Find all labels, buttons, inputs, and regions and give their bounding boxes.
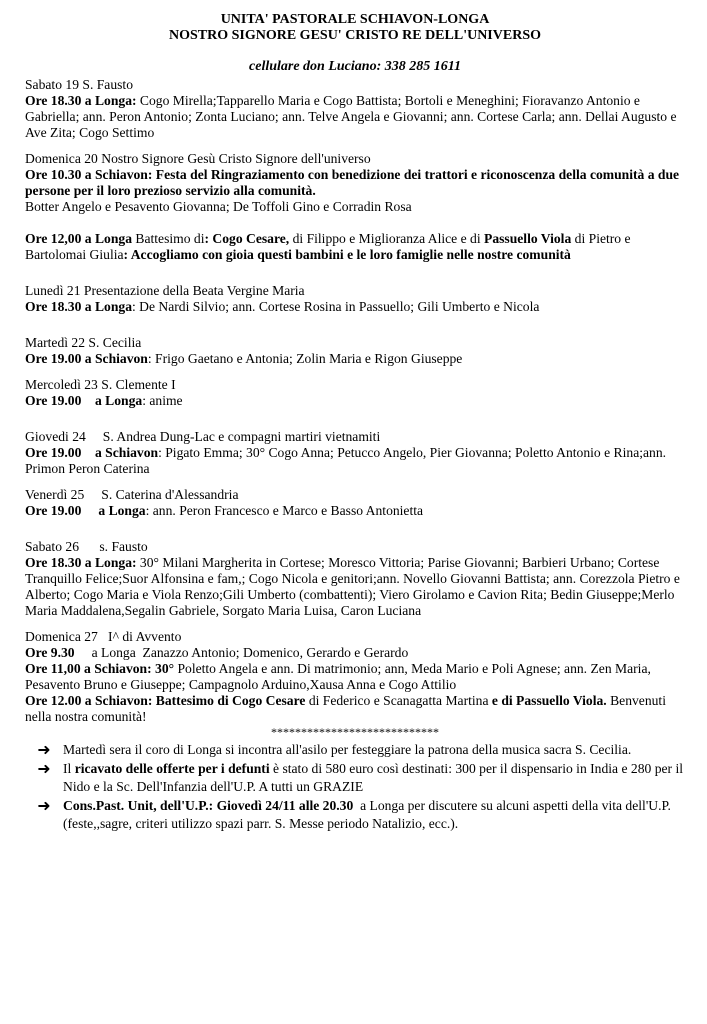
day-title: Martedì 22 S. Cecilia	[25, 335, 142, 350]
day-martedi-22	[25, 335, 685, 367]
mass-entry	[25, 693, 685, 725]
baptism-text	[25, 231, 685, 263]
day-mercoledi-23	[25, 377, 685, 409]
baptism-parents-1: di Filippo e Miglioranza Alice e di	[289, 231, 485, 246]
day-sabato-19	[25, 77, 685, 141]
mass-entry	[25, 167, 685, 199]
mass-time: Ore 11,00 a Schiavon: 30°	[25, 661, 175, 676]
mass-entry	[25, 93, 685, 141]
day-title: Domenica 20 Nostro Signore Gesù Cristo Signore dell'universo	[25, 151, 371, 166]
notes-list	[25, 741, 685, 833]
arrow-right-icon: ➜	[37, 740, 51, 759]
mass-intentions: Poletto Angela e ann. Di matrimonio; ann, Meda Mario e Poli Agnese; ann. Zen Maria, Pesavento Bruno e Giuseppe; Campagnolo Arduino,Xausa Anna e Cogo Attilio	[25, 661, 651, 692]
baptism-child-1: : Cogo Cesare,	[204, 231, 290, 246]
mass-time: Ore 18.30 a Longa	[25, 299, 132, 314]
welcome-text: Benvenuti nella nostra comunità!	[25, 693, 666, 724]
day-lunedi-21	[25, 283, 685, 315]
mass-intentions: : anime	[142, 393, 183, 408]
note-item	[25, 741, 685, 759]
mass-intentions: a Longa Zanazzo Antonio; Domenico, Gerardo e Gerardo	[74, 645, 409, 660]
mass-intentions: : ann. Peron Francesco e Marco e Basso Antonietta	[145, 503, 424, 518]
day-title: Venerdì 25 S. Caterina d'Alessandria	[25, 487, 239, 502]
mass-entry	[25, 393, 685, 409]
note-item	[25, 797, 685, 833]
day-domenica-20	[25, 151, 685, 215]
note-text: Martedì sera il coro di Longa si incontra all'asilo per festeggiare la patrona della musica sacra S. Cecilia.	[63, 742, 632, 757]
baptism-parents-2: di Pietro e Bartolomai Giulia	[25, 231, 631, 262]
mass-intentions: : Frigo Gaetano e Antonia; Zolin Maria e Rigon Giuseppe	[147, 351, 463, 366]
mass-time: Ore 10.30 a Schiavon: Festa del Ringraziamento con benedizione dei trattori e riconoscenza della comunità a due persone per il loro prezioso servizio alla comunità.	[25, 167, 680, 198]
mass-time: Ore 18.30 a Longa:	[25, 555, 137, 570]
mass-time: Ore 9.30	[25, 645, 75, 660]
mass-entry	[25, 555, 685, 619]
note-text	[63, 760, 685, 796]
mass-entry	[25, 645, 685, 661]
note-text-start: Il	[63, 761, 75, 776]
mass-intentions: : Pigato Emma; 30° Cogo Anna; Petucco Angelo, Pier Giovanna; Poletto Antonio e Rina;ann. Primon Peron Caterina	[25, 445, 667, 476]
header-parish-unit: UNITA' PASTORALE SCHIAVON-LONGA	[220, 12, 490, 27]
header-feast: NOSTRO SIGNORE GESU' CRISTO RE DELL'UNIVERSO	[168, 28, 541, 43]
baptism-welcome: : Accogliamo con gioia questi bambini e le loro famiglie nelle nostre comunità	[123, 247, 571, 262]
mass-entry	[25, 351, 685, 367]
mass-time: Ore 18.30 a Longa:	[25, 93, 137, 108]
arrow-right-icon: ➜	[37, 796, 51, 815]
day-title: Sabato 26 s. Fausto	[25, 539, 148, 554]
mass-time: Ore 19.00 a Longa	[25, 393, 143, 408]
day-title: Giovedi 24 S. Andrea Dung-Lac e compagni martiri vietnamiti	[25, 429, 381, 444]
baptism-child-2: Passuello Viola	[484, 231, 572, 246]
mass-entry	[25, 299, 685, 315]
day-sabato-26	[25, 539, 685, 619]
day-title: Mercoledì 23 S. Clemente I	[25, 377, 176, 392]
baptism-time: Ore 12,00 a Longa	[25, 231, 132, 246]
baptism-announcement	[25, 231, 685, 263]
mass-time: Ore 19.00 a Longa	[25, 503, 146, 518]
mass-time: Ore 19.00 a Schiavon	[25, 351, 148, 366]
separator-stars: ****************************	[271, 725, 439, 739]
day-giovedi-24	[25, 429, 685, 477]
note-item	[25, 760, 685, 796]
mass-intentions: Cogo Mirella;Tapparello Maria e Cogo Battista; Bortoli e Meneghini; Fioravanzo Antonio e Gabriella; ann. Peron Antonio; Zonta Luciano; ann. Telve Angela e Giovanni; ann. Cortese Carla; ann. Dellai Augusto e Ave Zita; Cogo Settimo	[25, 93, 677, 140]
mass-time: Ore 12.00 a Schiavon: Battesimo di Cogo Cesare	[25, 693, 306, 708]
day-title: Domenica 27 I^ di Avvento	[25, 629, 182, 644]
note-highlight: Cons.Past. Unit, dell'U.P.: Giovedì 24/11 alle 20.30	[63, 798, 354, 813]
mass-time: Ore 19.00 a Schiavon	[25, 445, 159, 460]
baptism-parents: di Federico e Scanagatta Martina	[305, 693, 492, 708]
mass-entry	[25, 445, 685, 477]
mass-intentions: 30° Milani Margherita in Cortese; Moresco Vittoria; Parise Giovanni; Barbieri Urbano; Cortese Tranquillo Felice;Suor Alfonsina e fam,; Cogo Nicola e genitori;ann. Novello Giovanni Battista; ann. Corezzola Pietro e Alberto; Cogo Maria e Viola Renzo;Gili Umberto (combattenti); Viero Girolamo e Cavion Rita; Bedin Giuseppe;Merlo Maria Maddalena,Segalin Gabriele, Sorgato Maria Luisa, Caron Luciana	[25, 555, 680, 618]
mass-entry	[25, 503, 685, 519]
day-domenica-27	[25, 629, 685, 725]
baptism-label: Battesimo di	[132, 231, 205, 246]
baptism-child: e di Passuello Viola.	[491, 693, 607, 708]
phone-line: cellulare don Luciano: 338 285 1611	[249, 59, 461, 74]
note-text-rest: è stato di 580 euro così destinati: 300 per il dispensario in India e 280 per il Nido e la Sc. Dell'Infanzia dell'U.P. A tutti un GRAZIE	[63, 761, 684, 794]
note-highlight: ricavato delle offerte per i defunti	[74, 761, 270, 776]
note-text-rest: a Longa per discutere su alcuni aspetti della vita dell'U.P. (feste,,sagre, criteri utilizzo spazi parr. S. Messe periodo Natalizio, ecc.).	[63, 798, 675, 831]
mass-intentions: Botter Angelo e Pesavento Giovanna; De Toffoli Gino e Corradin Rosa	[25, 199, 412, 214]
day-venerdi-25	[25, 487, 685, 519]
mass-intentions: : De Nardi Silvio; ann. Cortese Rosina in Passuello; Gili Umberto e Nicola	[132, 299, 540, 314]
bulletin-page	[25, 12, 685, 833]
mass-entry	[25, 661, 685, 693]
day-title: Sabato 19 S. Fausto	[25, 77, 133, 92]
note-text	[63, 797, 685, 833]
day-title: Lunedì 21 Presentazione della Beata Vergine Maria	[25, 283, 305, 298]
arrow-right-icon: ➜	[37, 759, 51, 778]
